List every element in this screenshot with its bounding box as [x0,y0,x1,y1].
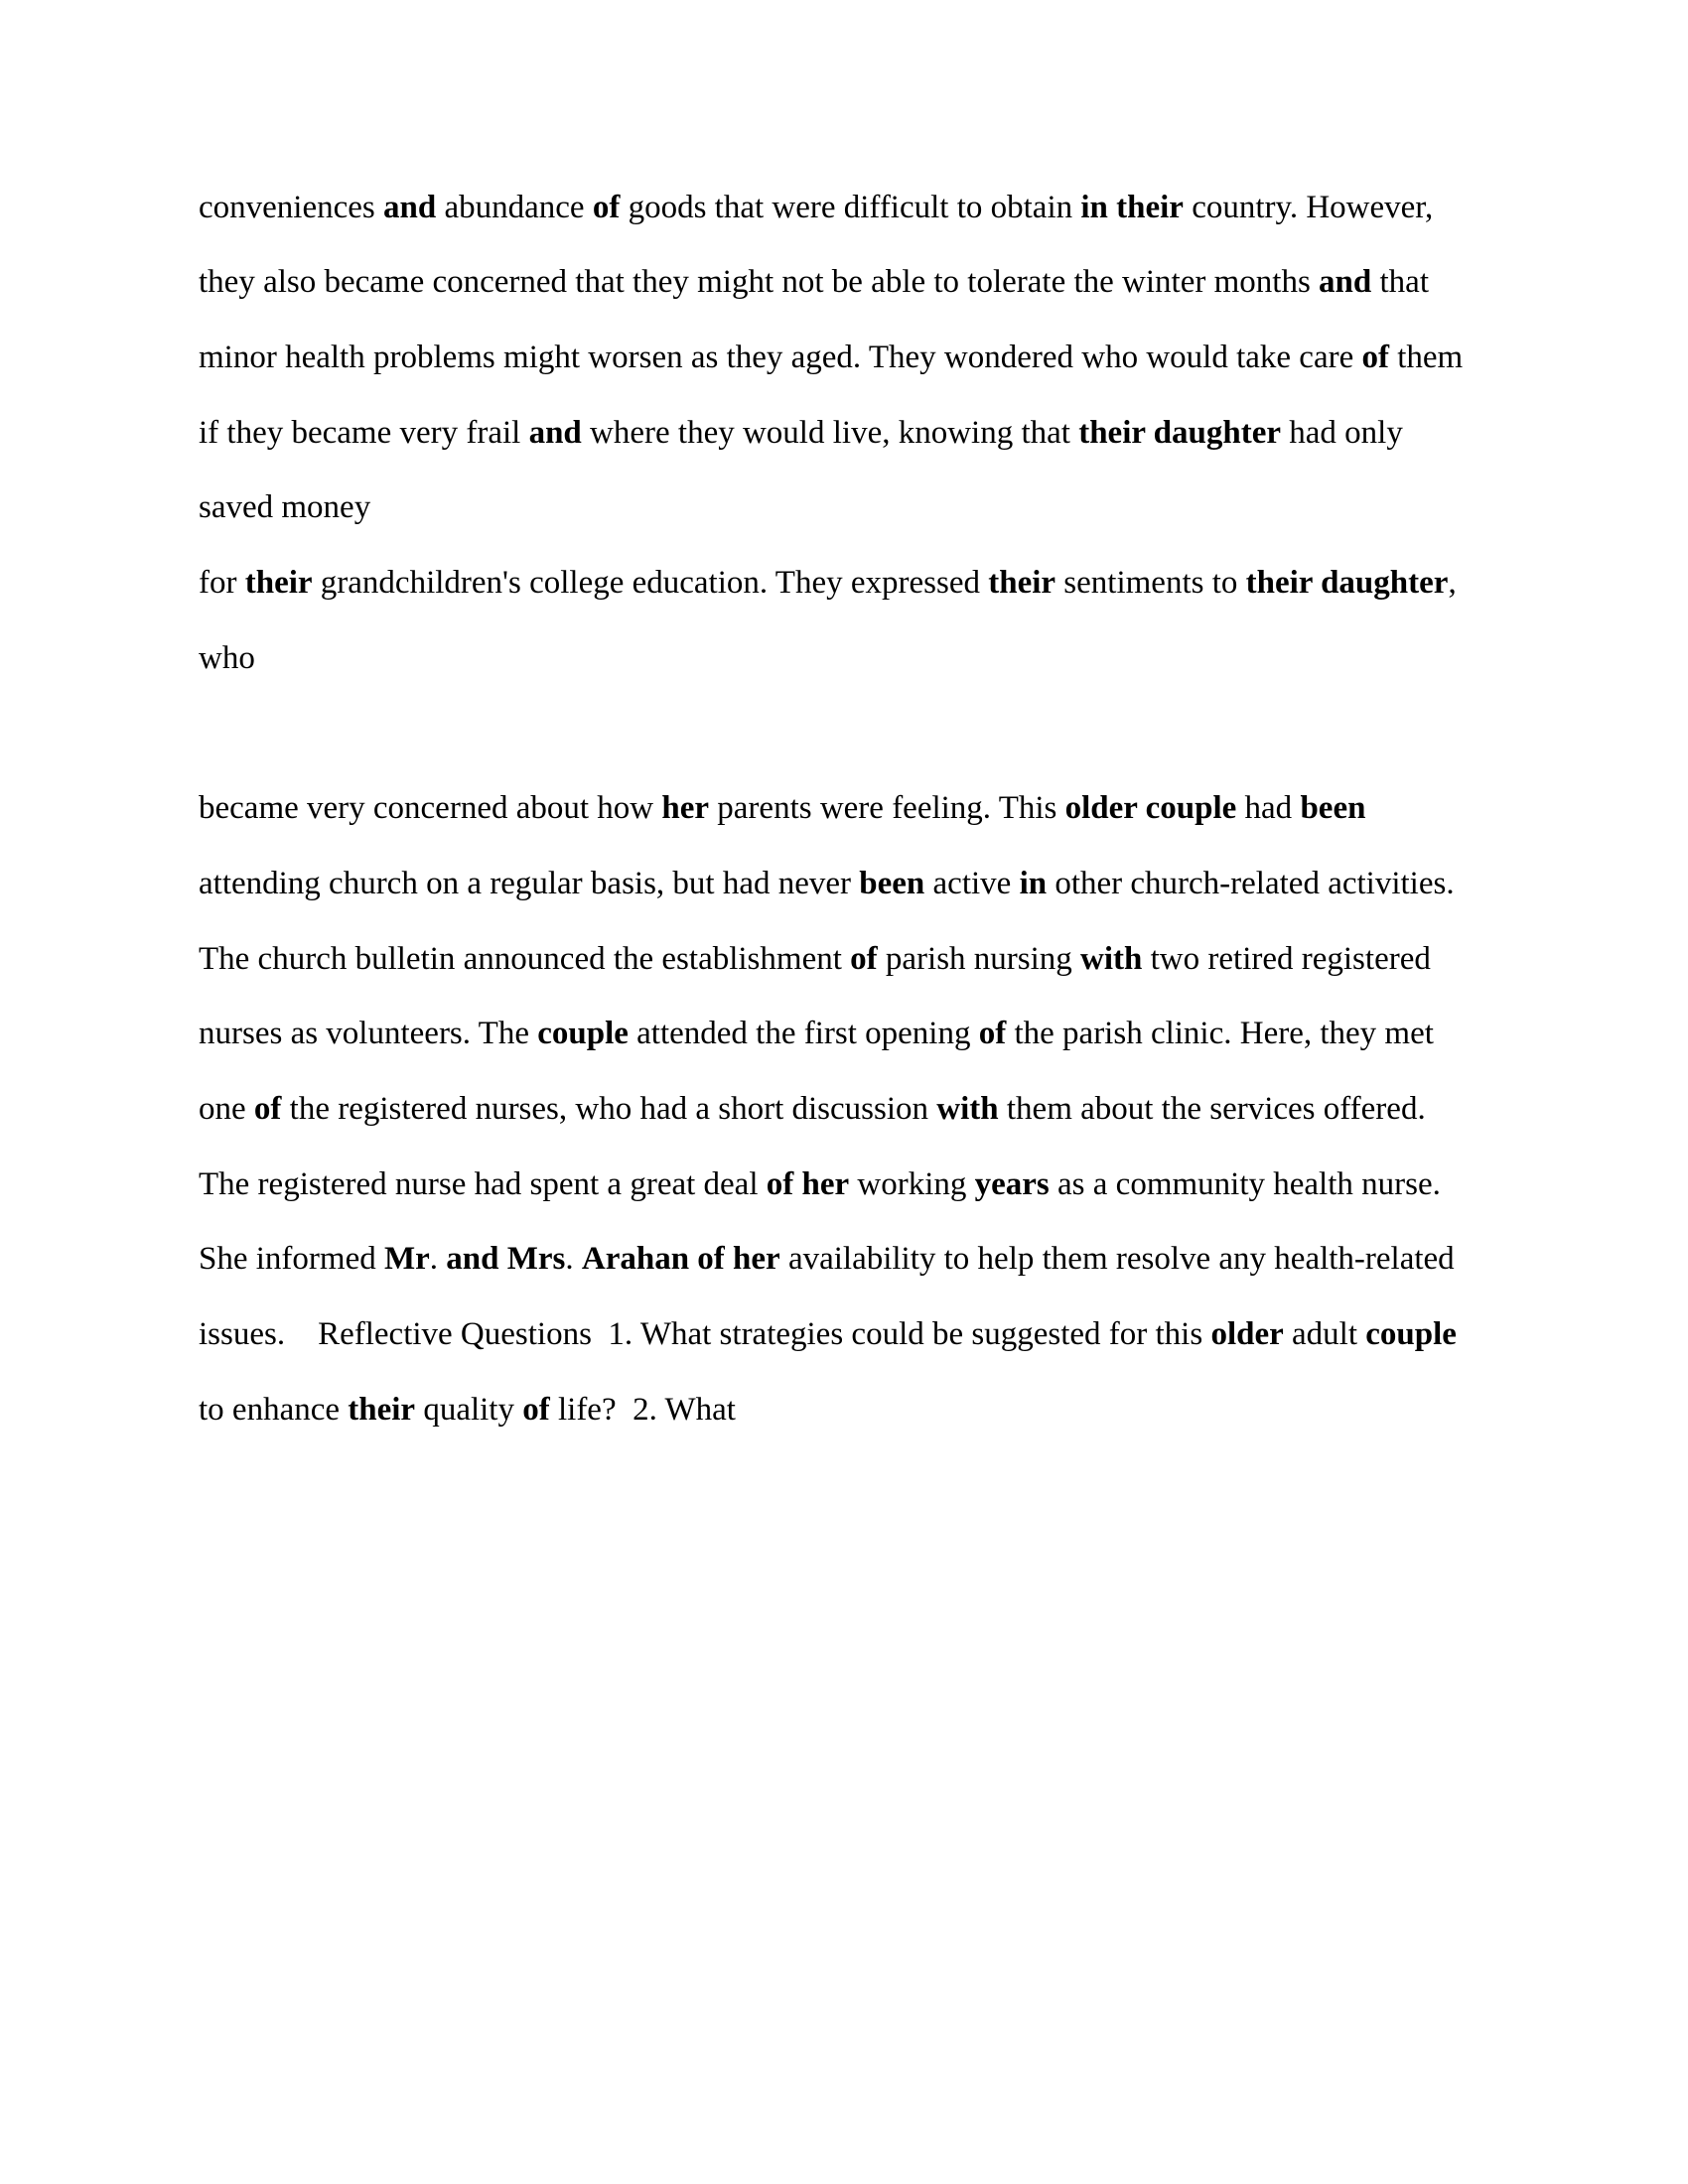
text-segment: nurses as volunteers. The [199,1016,538,1051]
text-segment: for [199,565,245,601]
text-line-10 [199,939,1431,979]
bold-text-segment: been [859,866,925,901]
text-segment: availability to help them resolve any health-related [779,1241,1455,1277]
bold-text-segment: of [522,1392,550,1428]
bold-text-segment: couple [1365,1316,1457,1352]
text-line-1 [199,188,1433,227]
text-segment: that [1371,264,1429,300]
text-line-9 [199,864,1455,903]
bold-text-segment: of [592,190,621,225]
text-line-4 [199,413,1403,453]
text-segment: active [924,866,1020,901]
text-segment: . [565,1241,582,1277]
text-segment: goods that were difficult to obtain [620,190,1081,225]
text-segment: became very concerned about how [199,790,662,826]
text-segment: minor health problems might worsen as they aged. They wondered who would take care [199,340,1362,375]
text-segment: had only [1281,415,1403,451]
text-segment: life? 2. What [549,1392,736,1428]
text-line-16 [199,1390,736,1430]
text-segment: if they became very frail [199,415,529,451]
text-segment: The registered nurse had spent a great deal [199,1166,767,1202]
bold-text-segment: and [383,190,437,225]
text-segment: , [1448,565,1457,601]
text-line-8 [199,788,1365,828]
text-line-11 [199,1014,1434,1053]
text-segment: quality [415,1392,523,1428]
bold-text-segment: of [253,1091,282,1127]
bold-text-segment: and [528,415,582,451]
text-line-6 [199,563,1457,603]
text-segment: the parish clinic. Here, they met [1006,1016,1434,1051]
bold-text-segment: older [1210,1316,1284,1352]
bold-text-segment: her [661,790,710,826]
text-line-12 [199,1089,1426,1129]
text-segment: to enhance [199,1392,349,1428]
text-segment: working [849,1166,975,1202]
text-segment: them [1388,340,1464,375]
text-line-7 [199,638,255,678]
bold-text-segment: with [936,1091,999,1127]
text-segment: had [1236,790,1301,826]
text-segment: attended the first opening [628,1016,979,1051]
bold-text-segment: and [1319,264,1372,300]
text-segment: other church-related activities. [1047,866,1455,901]
bold-text-segment: their [348,1392,416,1428]
bold-text-segment: and Mrs [446,1241,566,1277]
text-segment: where they would live, knowing that [581,415,1079,451]
bold-text-segment: Mr [383,1241,430,1277]
bold-text-segment: their [244,565,313,601]
text-line-2 [199,262,1429,302]
bold-text-segment: in their [1080,190,1184,225]
bold-text-segment: of [850,941,878,977]
bold-text-segment: years [974,1166,1050,1202]
text-segment: parents were feeling. This [709,790,1065,826]
text-line-13 [199,1164,1441,1204]
bold-text-segment: of [1361,340,1389,375]
text-segment: who [199,640,255,676]
bold-text-segment: been [1300,790,1366,826]
text-segment: country. However, [1183,190,1434,225]
bold-text-segment: couple [537,1016,629,1051]
bold-text-segment: of [978,1016,1007,1051]
text-segment: parish nursing [877,941,1081,977]
text-line-5 [199,487,370,527]
text-segment: grandchildren's college education. They expressed [312,565,989,601]
text-segment: conveniences [199,190,383,225]
bold-text-segment: their daughter [1078,415,1282,451]
text-segment: sentiments to [1055,565,1246,601]
text-segment: adult [1283,1316,1366,1352]
bold-text-segment: Arahan of her [581,1241,780,1277]
text-segment: the registered nurses, who had a short discussion [281,1091,937,1127]
text-segment: issues. Reflective Questions 1. What strategies could be suggested for this [199,1316,1211,1352]
text-segment: She informed [199,1241,384,1277]
text-segment: two retired registered [1142,941,1431,977]
text-segment: saved money [199,489,371,525]
text-segment: as a community health nurse. [1049,1166,1441,1202]
text-segment: attending church on a regular basis, but had never [199,866,860,901]
bold-text-segment: of her [766,1166,850,1202]
bold-text-segment: their [988,565,1056,601]
text-line-3 [199,338,1463,377]
text-segment: The church bulletin announced the establishment [199,941,851,977]
bold-text-segment: older couple [1064,790,1237,826]
text-segment: abundance [436,190,593,225]
text-segment: they also became concerned that they might not be able to tolerate the winter months [199,264,1320,300]
text-line-15 [199,1314,1457,1354]
text-line-14 [199,1239,1455,1279]
text-segment: one [199,1091,254,1127]
text-segment: them about the services offered. [998,1091,1426,1127]
bold-text-segment: with [1080,941,1143,977]
text-segment: . [429,1241,447,1277]
bold-text-segment: in [1019,866,1048,901]
bold-text-segment: their daughter [1245,565,1449,601]
